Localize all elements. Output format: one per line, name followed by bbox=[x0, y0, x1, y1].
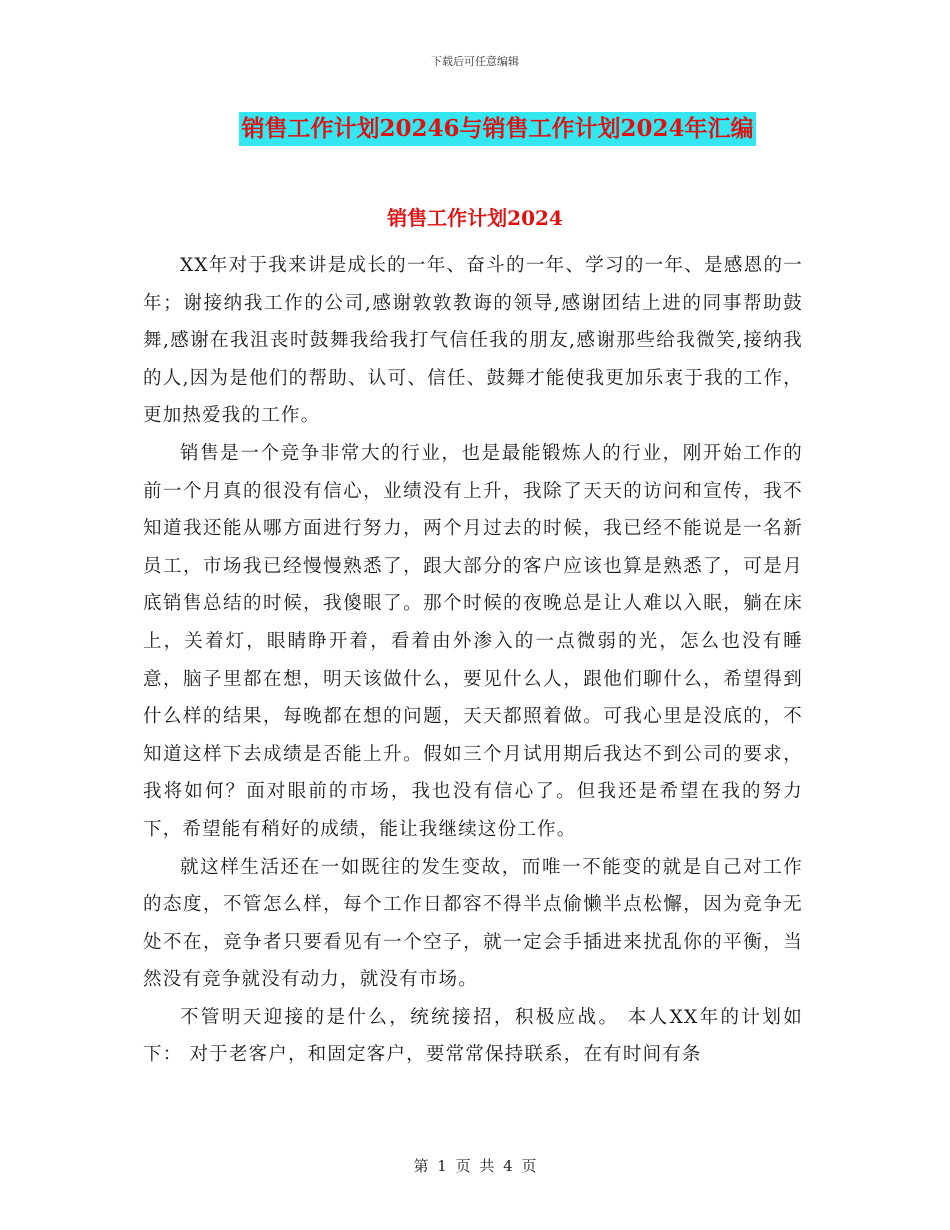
main-title-wrap bbox=[0, 112, 950, 146]
paragraph: XX年对于我来讲是成长的一年、奋斗的一年、学习的一年、是感恩的一年；谢接纳我工作的公司,感谢敦敦教诲的领导,感谢团结上进的同事帮助鼓舞,感谢在我沮丧时鼓舞我给我打气信任我的朋友,感谢那些给我微笑,接纳我的人,因为是他们的帮助、认可、信任、鼓舞才能使我更加乐衷于我的工作，更加热爱我的工作。 bbox=[143, 255, 803, 427]
paragraph: 不管明天迎接的是什么，统统接招，积极应战。 本人XX年的计划如下： 对于老客户，和固定客户，要常常保持联系，在有时间有条 bbox=[143, 1006, 803, 1066]
document-main-title: 销售工作计划20246与销售工作计划2024年汇编 bbox=[239, 112, 755, 146]
paragraph: 销售是一个竞争非常大的行业，也是最能锻炼人的行业，刚开始工作的前一个月真的很没有信心，业绩没有上升，我除了天天的访问和宣传，我不知道我还能从哪方面进行努力，两个月过去的时候，我已经不能说是一名新员工，市场我已经慢慢熟悉了，跟大部分的客户应该也算是熟悉了，可是月底销售总结的时候，我傻眼了。那个时候的夜晚总是让人难以入眠，躺在床上，关着灯，眼睛睁开着，看着由外渗入的一点微弱的光，怎么也没有睡意，脑子里都在想，明天该做什么，要见什么人，跟他们聊什么，希望得到什么样的结果，每晚都在想的问题，天天都照着做。可我心里是没底的，不知道这样下去成绩是否能上升。假如三个月试用期后我达不到公司的要求，我将如何？面对眼前的市场，我也没有信心了。但我还是希望在我的努力下，希望能有稍好的成绩，能让我继续这份工作。 bbox=[143, 442, 803, 840]
page-footer: 第 1 页 共 4 页 bbox=[413, 1157, 537, 1175]
paragraph: 就这样生活还在一如既往的发生变故，而唯一不能变的就是自己对工作的态度，不管怎么样，每个工作日都容不得半点偷懒半点松懈，因为竞争无处不在，竞争者只要看见有一个空子，就一定会手插进来扰乱你的平衡，当然没有竞争就没有动力，就没有市场。 bbox=[143, 856, 803, 991]
document-sub-title: 销售工作计划2024 bbox=[387, 206, 563, 230]
document-body bbox=[143, 247, 803, 1074]
header-note: 下载后可任意编辑 bbox=[431, 55, 519, 68]
